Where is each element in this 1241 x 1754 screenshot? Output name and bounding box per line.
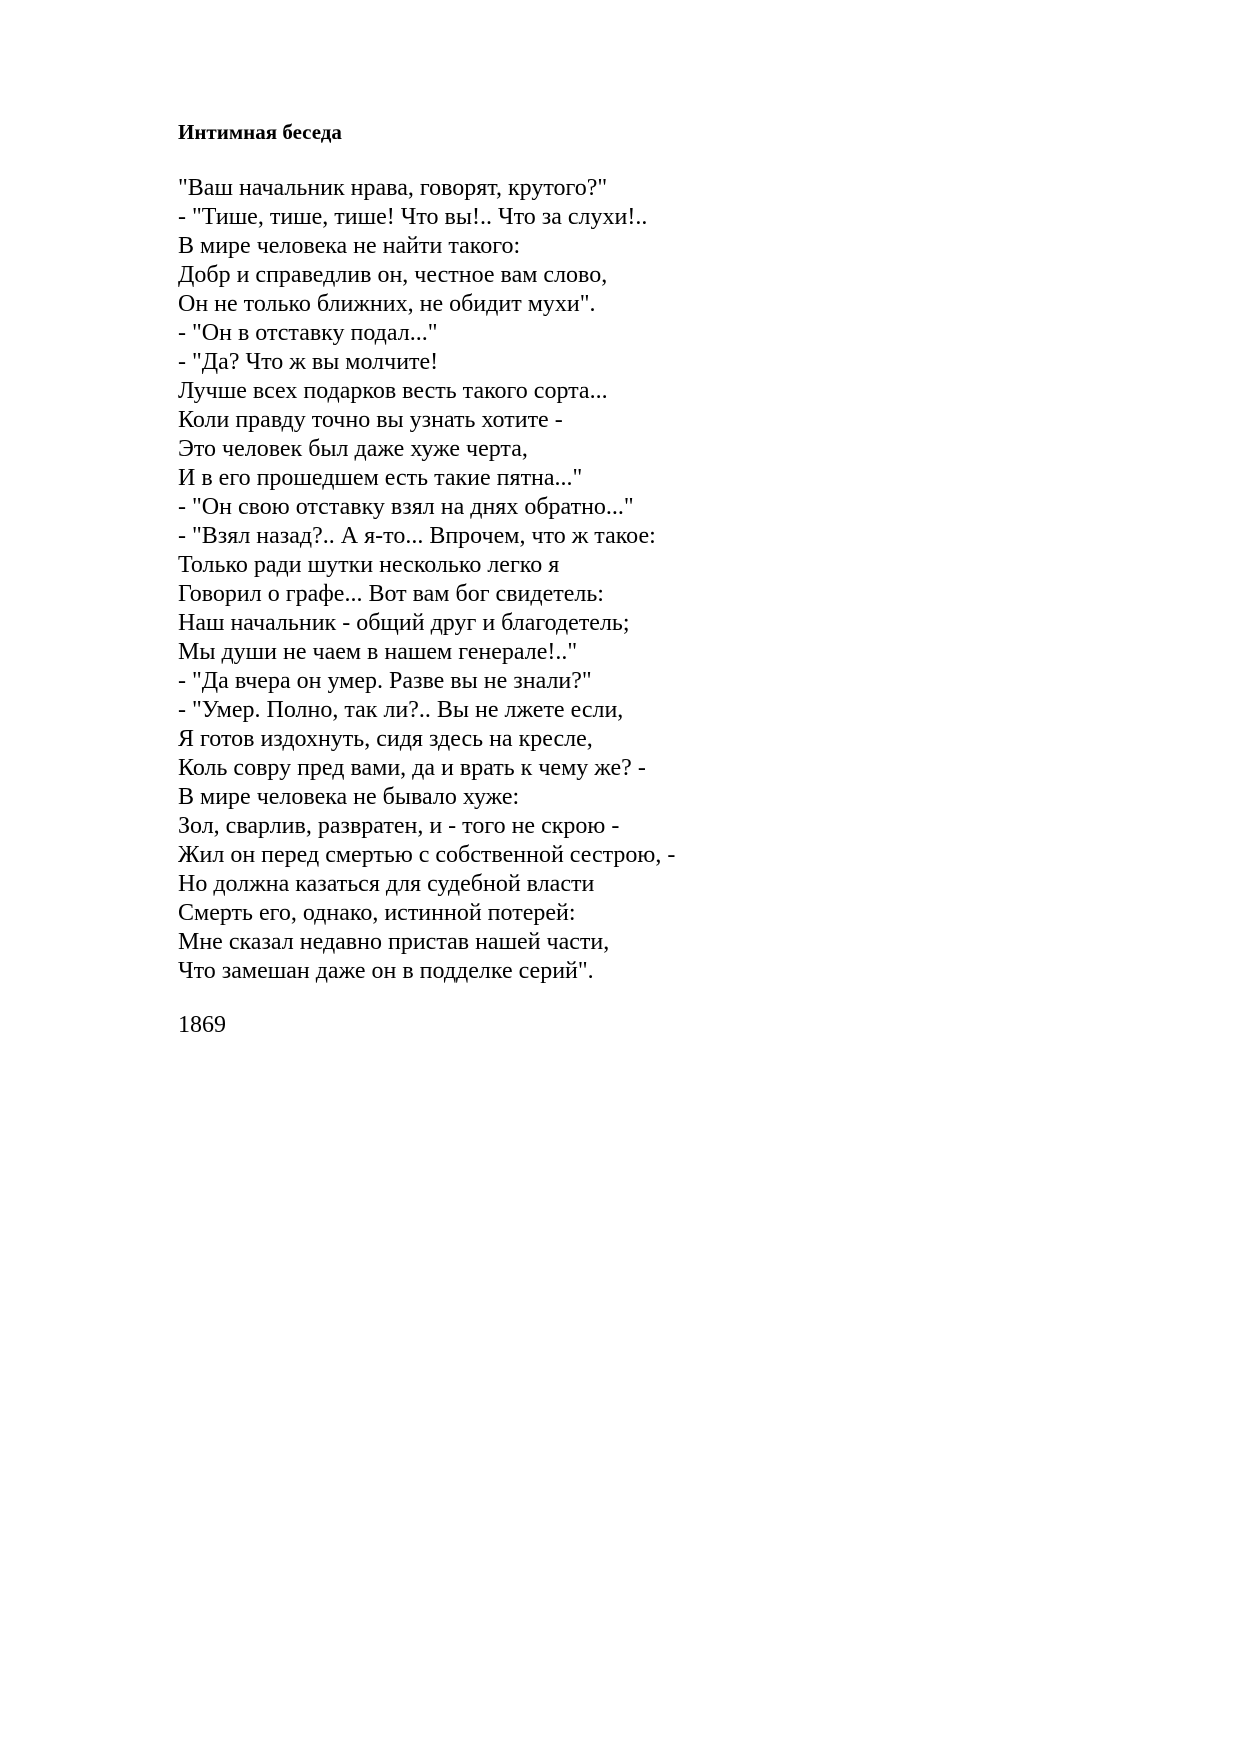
poem-line: - "Да вчера он умер. Разве вы не знали?" (178, 668, 592, 694)
poem-line: И в его прошедшем есть такие пятна..." (178, 465, 583, 491)
poem-line: - "Тише, тише, тише! Что вы!.. Что за слухи!.. (178, 204, 648, 230)
poem-line: - "Он в отставку подал..." (178, 320, 438, 346)
poem-line: - "Да? Что ж вы молчите! (178, 349, 439, 375)
poem-line: Но должна казаться для судебной власти (178, 871, 595, 897)
poem-line: Лучше всех подарков весть такого сорта... (178, 378, 608, 404)
poem-line: В мире человека не бывало хуже: (178, 784, 520, 810)
poem-line: Я готов издохнуть, сидя здесь на кресле, (178, 726, 593, 752)
poem-line: - "Умер. Полно, так ли?.. Вы не лжете если, (178, 697, 624, 723)
poem-line: Мы души не чаем в нашем генерале!.." (178, 639, 578, 665)
poem-line: Только ради шутки несколько легко я (178, 552, 560, 578)
poem-line: Наш начальник - общий друг и благодетель; (178, 610, 630, 636)
poem-line: Что замешан даже он в подделке серий". (178, 958, 594, 984)
poem-line: Зол, сварлив, развратен, и - того не скрою - (178, 813, 620, 839)
poem-line: "Ваш начальник нрава, говорят, крутого?" (178, 175, 608, 201)
poem-line: Смерть его, однако, истинной потерей: (178, 900, 576, 926)
poem-line: - "Взял назад?.. А я-то... Впрочем, что ж такое: (178, 523, 656, 549)
poem-year: 1869 (178, 1012, 226, 1038)
poem-body (178, 174, 675, 986)
poem-line: Коли правду точно вы узнать хотите - (178, 407, 563, 433)
poem-line: Жил он перед смертью с собственной сестрою, - (178, 842, 676, 868)
poem-line: Говорил о графе... Вот вам бог свидетель: (178, 581, 604, 607)
poem-line: - "Он свою отставку взял на днях обратно..." (178, 494, 634, 520)
poem-line: В мире человека не найти такого: (178, 233, 521, 259)
poem-line: Это человек был даже хуже черта, (178, 436, 528, 462)
poem-line: Мне сказал недавно пристав нашей части, (178, 929, 610, 955)
poem-line: Он не только ближних, не обидит мухи". (178, 291, 596, 317)
poem-line: Коль совру пред вами, да и врать к чему же? - (178, 755, 646, 781)
poem-line: Добр и справедлив он, честное вам слово, (178, 262, 608, 288)
poem-title: Интимная беседа (178, 120, 342, 144)
